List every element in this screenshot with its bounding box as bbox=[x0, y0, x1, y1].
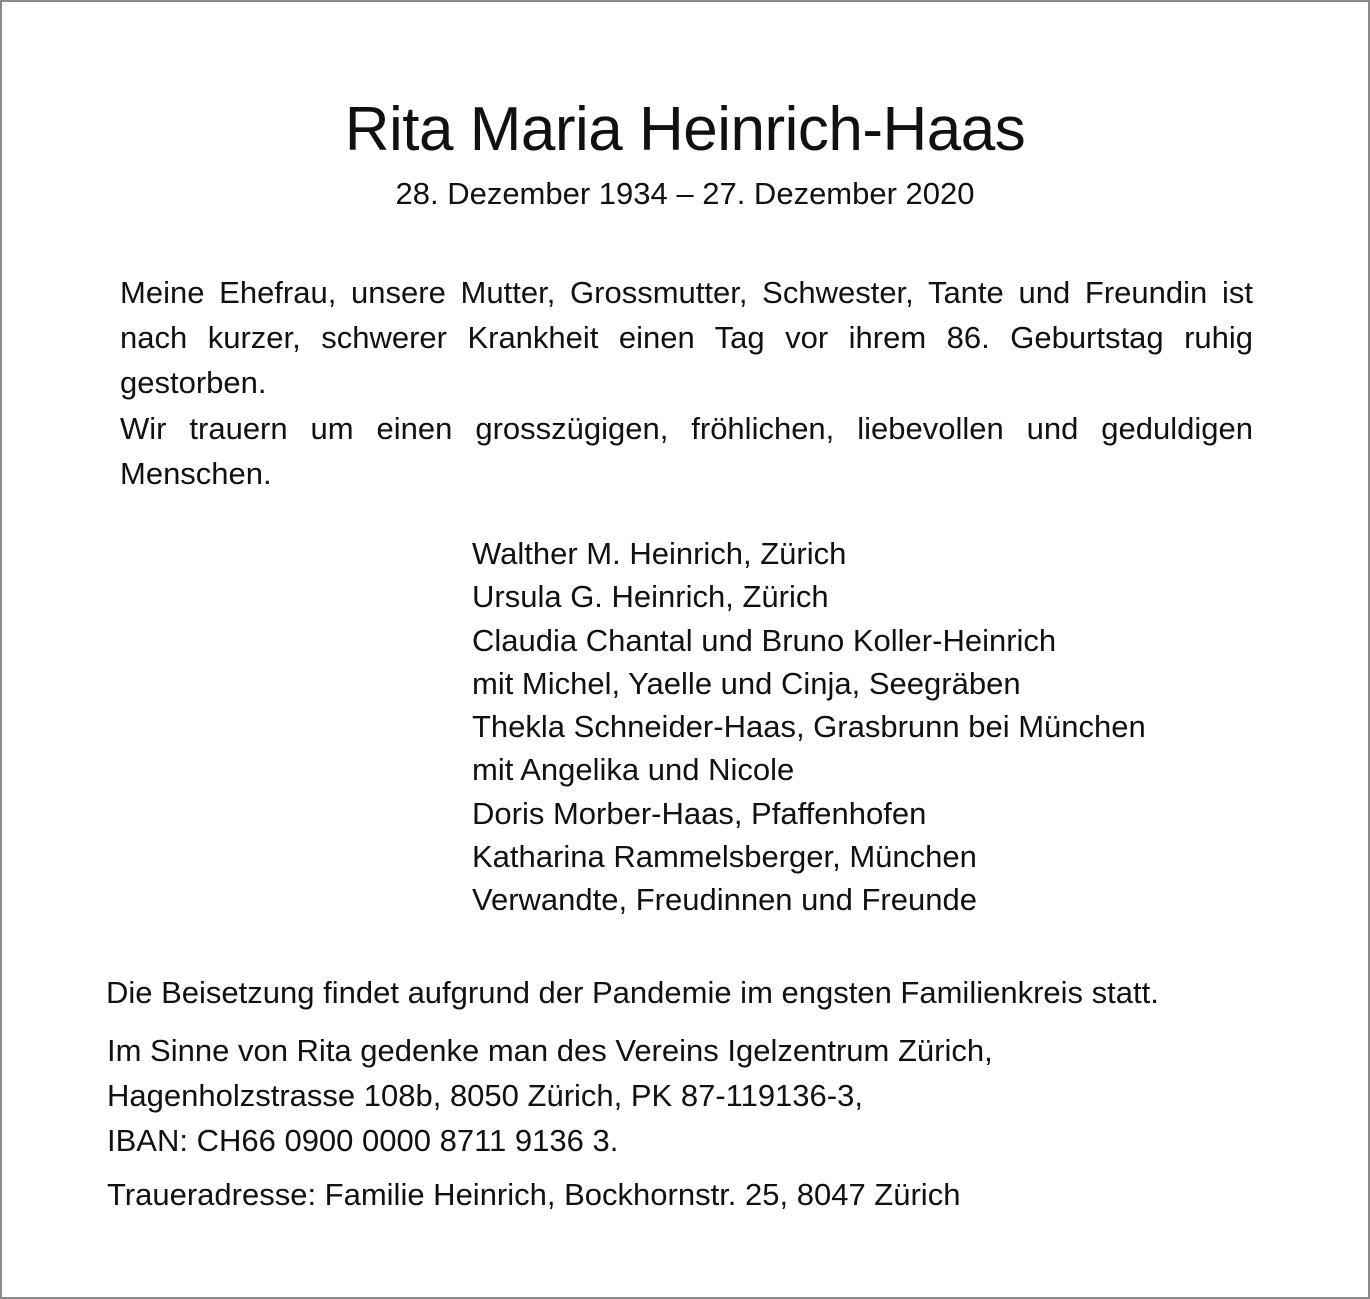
mourner-line: Ursula G. Heinrich, Zürich bbox=[472, 579, 829, 615]
mourner-line: mit Angelika und Nicole bbox=[472, 752, 795, 788]
burial-note: Die Beisetzung findet aufgrund der Pandemie im engsten Familienkreis statt. bbox=[106, 975, 1159, 1010]
mourner-line: Walther M. Heinrich, Zürich bbox=[472, 536, 847, 571]
mourner-line: Katharina Rammelsberger, München bbox=[472, 839, 977, 875]
donation-line: IBAN: CH66 0900 0000 8711 9136 3. bbox=[107, 1123, 619, 1158]
donation-note bbox=[107, 1028, 1347, 1163]
mourner-line: Doris Morber-Haas, Pfaffenhofen bbox=[472, 795, 927, 831]
donation-line: Hagenholzstrasse 108b, 8050 Zürich, PK 87-119136-3, bbox=[107, 1078, 863, 1113]
deceased-name: Rita Maria Heinrich-Haas bbox=[344, 95, 1026, 164]
mourning-address: Traueradresse: Familie Heinrich, Bockhornstr. 25, 8047 Zürich bbox=[107, 1177, 961, 1212]
life-dates: 28. Dezember 1934 – 27. Dezember 2020 bbox=[395, 176, 975, 211]
mourning-paragraph: Wir trauern um einen grosszügigen, fröhlichen, liebevollen und geduldigen Menschen. bbox=[120, 411, 1253, 491]
announcement-paragraph: Meine Ehefrau, unsere Mutter, Grossmutter, Schwester, Tante und Freundin ist nach kurzer, schwerer Krankheit einen Tag vor ihrem 86. Geburtstag ruhig gestorben. bbox=[120, 275, 1253, 400]
mourner-line: Claudia Chantal und Bruno Koller-Heinrich bbox=[472, 622, 1057, 658]
donation-line: Im Sinne von Rita gedenke man des Vereins Igelzentrum Zürich, bbox=[107, 1033, 993, 1068]
mourner-line: Verwandte, Freudinnen und Freunde bbox=[472, 882, 977, 918]
mourners-list bbox=[472, 532, 1352, 922]
mourner-line: mit Michel, Yaelle und Cinja, Seegräben bbox=[472, 665, 1021, 701]
mourner-line: Thekla Schneider-Haas, Grasbrunn bei München bbox=[472, 709, 1146, 745]
